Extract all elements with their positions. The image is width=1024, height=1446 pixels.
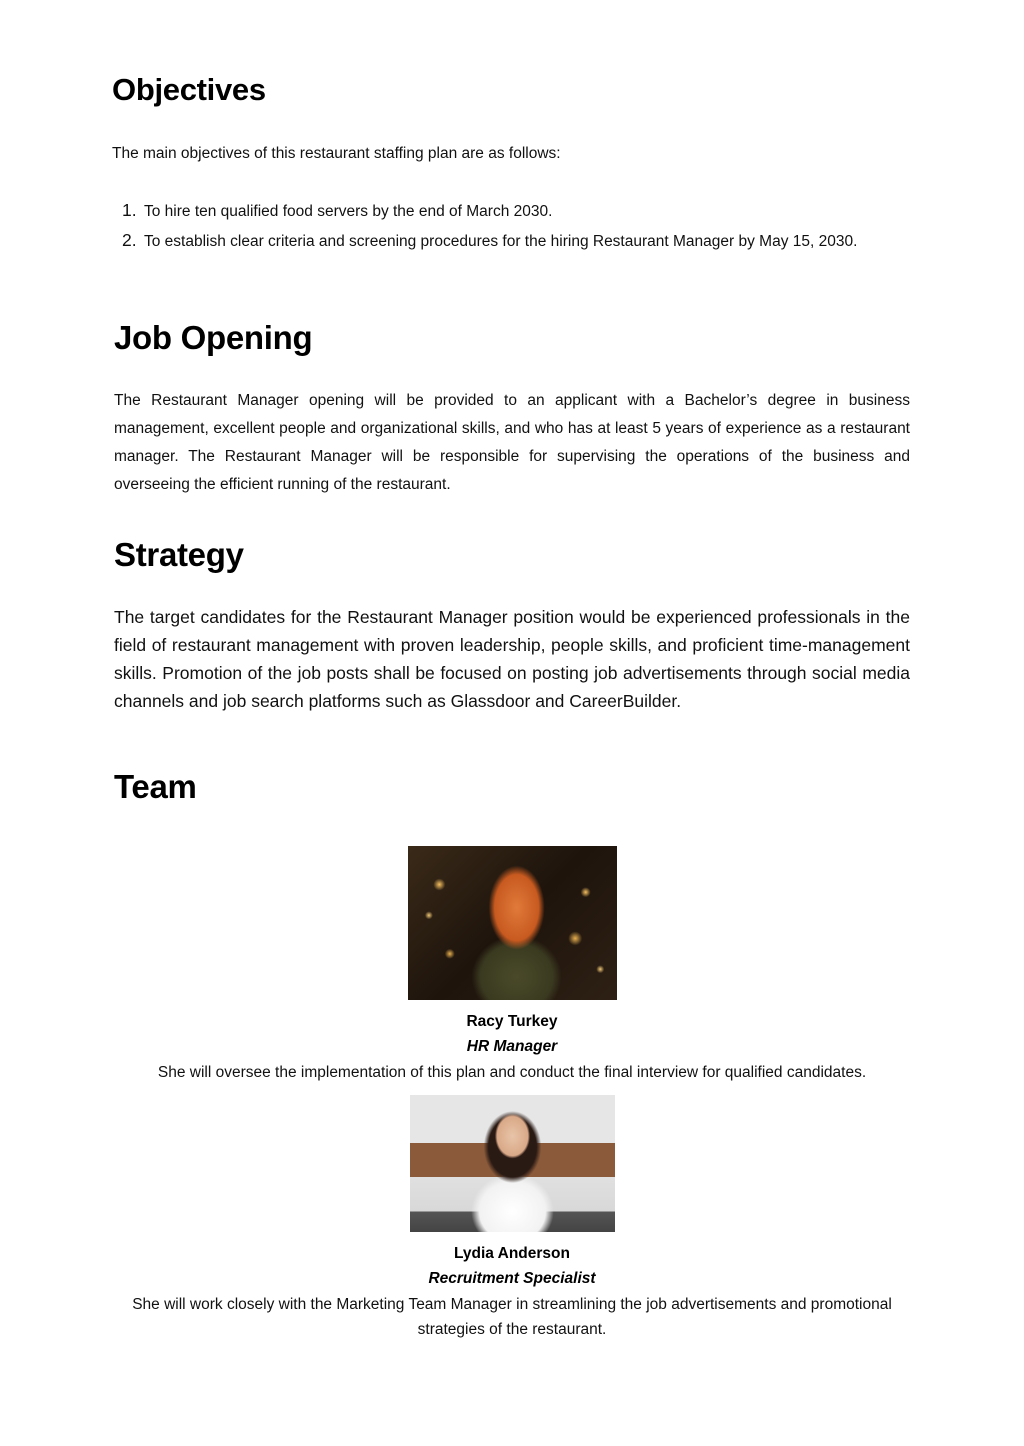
objectives-heading: Objectives xyxy=(112,72,266,107)
member-role: Recruitment Specialist xyxy=(428,1270,596,1287)
list-number: 1. xyxy=(122,200,137,220)
list-text: To hire ten qualified food servers by the end of March 2030. xyxy=(144,203,553,220)
strategy-heading: Strategy xyxy=(114,536,244,573)
job-opening-heading: Job Opening xyxy=(114,319,313,356)
list-item xyxy=(122,226,922,256)
member-description: She will work closely with the Marketing Team Manager in streamlining the job advertisements and promotional strategies of the restaurant. xyxy=(132,1296,892,1338)
list-text: To establish clear criteria and screening procedures for the hiring Restaurant Manager by May 15, 2030. xyxy=(144,233,858,250)
objectives-list xyxy=(122,196,922,256)
member-name: Lydia Anderson xyxy=(454,1245,570,1262)
job-opening-body: The Restaurant Manager opening will be provided to an applicant with a Bachelor’s degree in business management, excellent people and organizational skills, and who has at least 5 years of experience as a restaurant manager. The Restaurant Manager will be responsible for supervising the operations of the business and overseeing the efficient running of the restaurant. xyxy=(114,392,910,493)
member-role: HR Manager xyxy=(466,1038,558,1055)
member-photo-lydia-anderson xyxy=(410,1095,615,1232)
team-heading: Team xyxy=(114,768,197,805)
objectives-intro: The main objectives of this restaurant staffing plan are as follows: xyxy=(112,145,561,162)
member-photo-racy-turkey xyxy=(408,846,617,1000)
member-name: Racy Turkey xyxy=(466,1013,558,1030)
list-item xyxy=(122,196,922,226)
strategy-body: The target candidates for the Restaurant Manager position would be experienced professionals in the field of restaurant management with proven leadership, people skills, and proficient time-management skills. Promotion of the job posts shall be focused on posting job advertisements through social media channels and job search platforms such as Glassdoor and CareerBuilder. xyxy=(114,607,910,711)
member-description: She will oversee the implementation of this plan and conduct the final interview for qualified candidates. xyxy=(157,1064,867,1081)
list-number: 2. xyxy=(122,230,137,250)
